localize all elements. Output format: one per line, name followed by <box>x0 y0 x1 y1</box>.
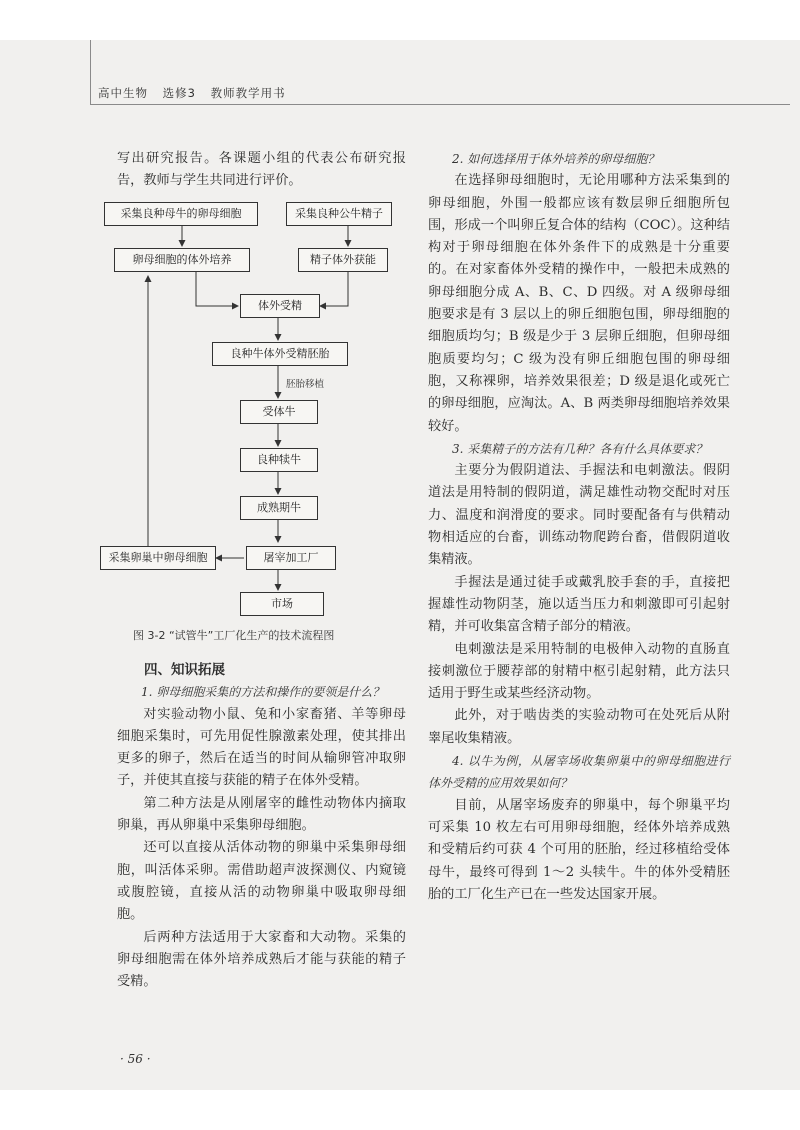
right-column <box>428 148 730 906</box>
arrow-capacitation-to-ivf <box>320 270 348 306</box>
header-type: 教师教学用书 <box>210 86 286 100</box>
left-column-knowledge <box>117 659 406 993</box>
box-calf: 良种犊牛 <box>240 448 318 472</box>
left-column-intro <box>117 148 406 193</box>
box-ovary-eggs: 采集卵巢中卵母细胞 <box>100 546 216 570</box>
question-2: 2. 如何选择用于体外培养的卵母细胞？ <box>452 152 660 166</box>
box-collect-eggs: 采集良种母牛的卵母细胞 <box>104 202 258 226</box>
paragraph: 主要分为假阴道法、手握法和电刺激法。假阴道法是用特制的假阴道，满足雄性动物交配时对压力、温度和润滑度的要求。同时要配备有与供精动物相适应的台畜，训练动物爬跨台畜，借假阴道收集精液。 <box>428 463 730 568</box>
paragraph: 后两种方法适用于大家畜和大动物。采集的卵母细胞需在体外培养成熟后才能与获能的精子受精。 <box>117 929 406 990</box>
question-3: 3. 采集精子的方法有几种？各有什么具体要求？ <box>452 441 708 456</box>
arrow-culture-to-ivf <box>196 270 238 306</box>
paragraph: 手握法是通过徒手或戴乳胶手套的手，直接把握雄性动物阴茎，施以适当压力和刺激即可引起射精，并可收集富含精子部分的精液。 <box>428 574 730 635</box>
paragraph: 还可以直接从活体动物的卵巢中采集卵母细胞，叫活体采卵。需借助超声波探测仪、内窥镜或腹腔镜，直接从活的动物卵巢中吸取卵母细胞。 <box>117 840 406 923</box>
paragraph: 在选择卵母细胞时，无论用哪种方法采集到的卵母细胞，外围一般都应该有数层卵丘细胞所包围，形成一个叫卵丘复合体的结构（COC）。这种结构对于卵母细胞在体外条件下的成熟是十分重要的。在对家畜体外受精的操作中，一般把未成熟的卵母细胞分成 A、B、C、D 四级。对 A 级卵母细胞要求是有 3 层以上的卵丘细胞包围，卵母细胞的细胞质均匀；B 级是少于 3 层卵丘细胞，但卵母细胞质要均匀；C 级为没有卵丘细胞包围的卵母细胞，又称裸卵，培养效果很差；D 级是退化或死亡的卵母细胞，应淘汰。A、B 两类卵母细胞培养效果较好。 <box>428 173 730 434</box>
box-ivf: 体外受精 <box>240 294 320 318</box>
paragraph: 对实验动物小鼠、兔和小家畜猪、羊等卵母细胞采集时，可先用促性腺激素处理，使其排出更多的卵子，然后在适当的时间从输卵管冲取卵子，并使其直接与获能的精子在体外受精。 <box>117 706 406 789</box>
question-4: 4. 以牛为例，从屠宰场收集卵巢中的卵母细胞进行体外受精的应用效果如何？ <box>428 754 730 791</box>
question-1: 1. 卵母细胞采集的方法和操作的要领是什么？ <box>141 685 385 700</box>
box-market: 市场 <box>240 592 324 616</box>
paragraph: 第二种方法是从刚屠宰的雌性动物体内摘取卵巢，再从卵巢中采集卵母细胞。 <box>117 795 406 834</box>
header-volume: 选修3 <box>162 86 196 100</box>
header-vertical-rule <box>90 40 91 104</box>
section-title: 四、知识拓展 <box>144 662 225 678</box>
running-header <box>98 85 296 101</box>
box-recipient: 受体牛 <box>240 400 318 424</box>
box-slaughter: 屠宰加工厂 <box>246 546 336 570</box>
figure-caption: 图 3-2 “试管牛”工厂化生产的技术流程图 <box>133 629 335 642</box>
box-embryo: 良种牛体外受精胚胎 <box>212 342 348 366</box>
header-book: 高中生物 <box>98 86 148 100</box>
paragraph: 目前，从屠宰场废弃的卵巢中，每个卵巢平均可采集 10 枚左右可用卵母细胞，经体外培养成熟和受精后约可获 4 个可用的胚胎，经过移植给受体母牛，最终可得到 1～2 头犊牛。牛的体外受精胚胎的工厂化生产已在一些发达国家开展。 <box>428 797 730 902</box>
paragraph: 此外，对于啮齿类的实验动物可在处死后从附睾尾收集精液。 <box>428 708 730 746</box>
paragraph: 电刺激法是采用特制的电极伸入动物的直肠直接刺激位于腰荐部的射精中枢引起射精，此方法只适用于野生或某些经济动物。 <box>428 641 730 702</box>
box-culture-eggs: 卵母细胞的体外培养 <box>114 248 250 272</box>
label-embryo-transfer: 胚胎移植 <box>286 379 325 390</box>
box-collect-sperm: 采集良种公牛精子 <box>286 202 392 226</box>
box-capacitation: 精子体外获能 <box>298 248 388 272</box>
page-number: · 56 · <box>120 1052 151 1066</box>
header-rule <box>90 104 790 105</box>
intro-paragraph: 写出研究报告。各课题小组的代表公布研究报告，教师与学生共同进行评价。 <box>117 151 406 189</box>
flowchart <box>98 196 410 626</box>
box-adult: 成熟期牛 <box>240 496 318 520</box>
